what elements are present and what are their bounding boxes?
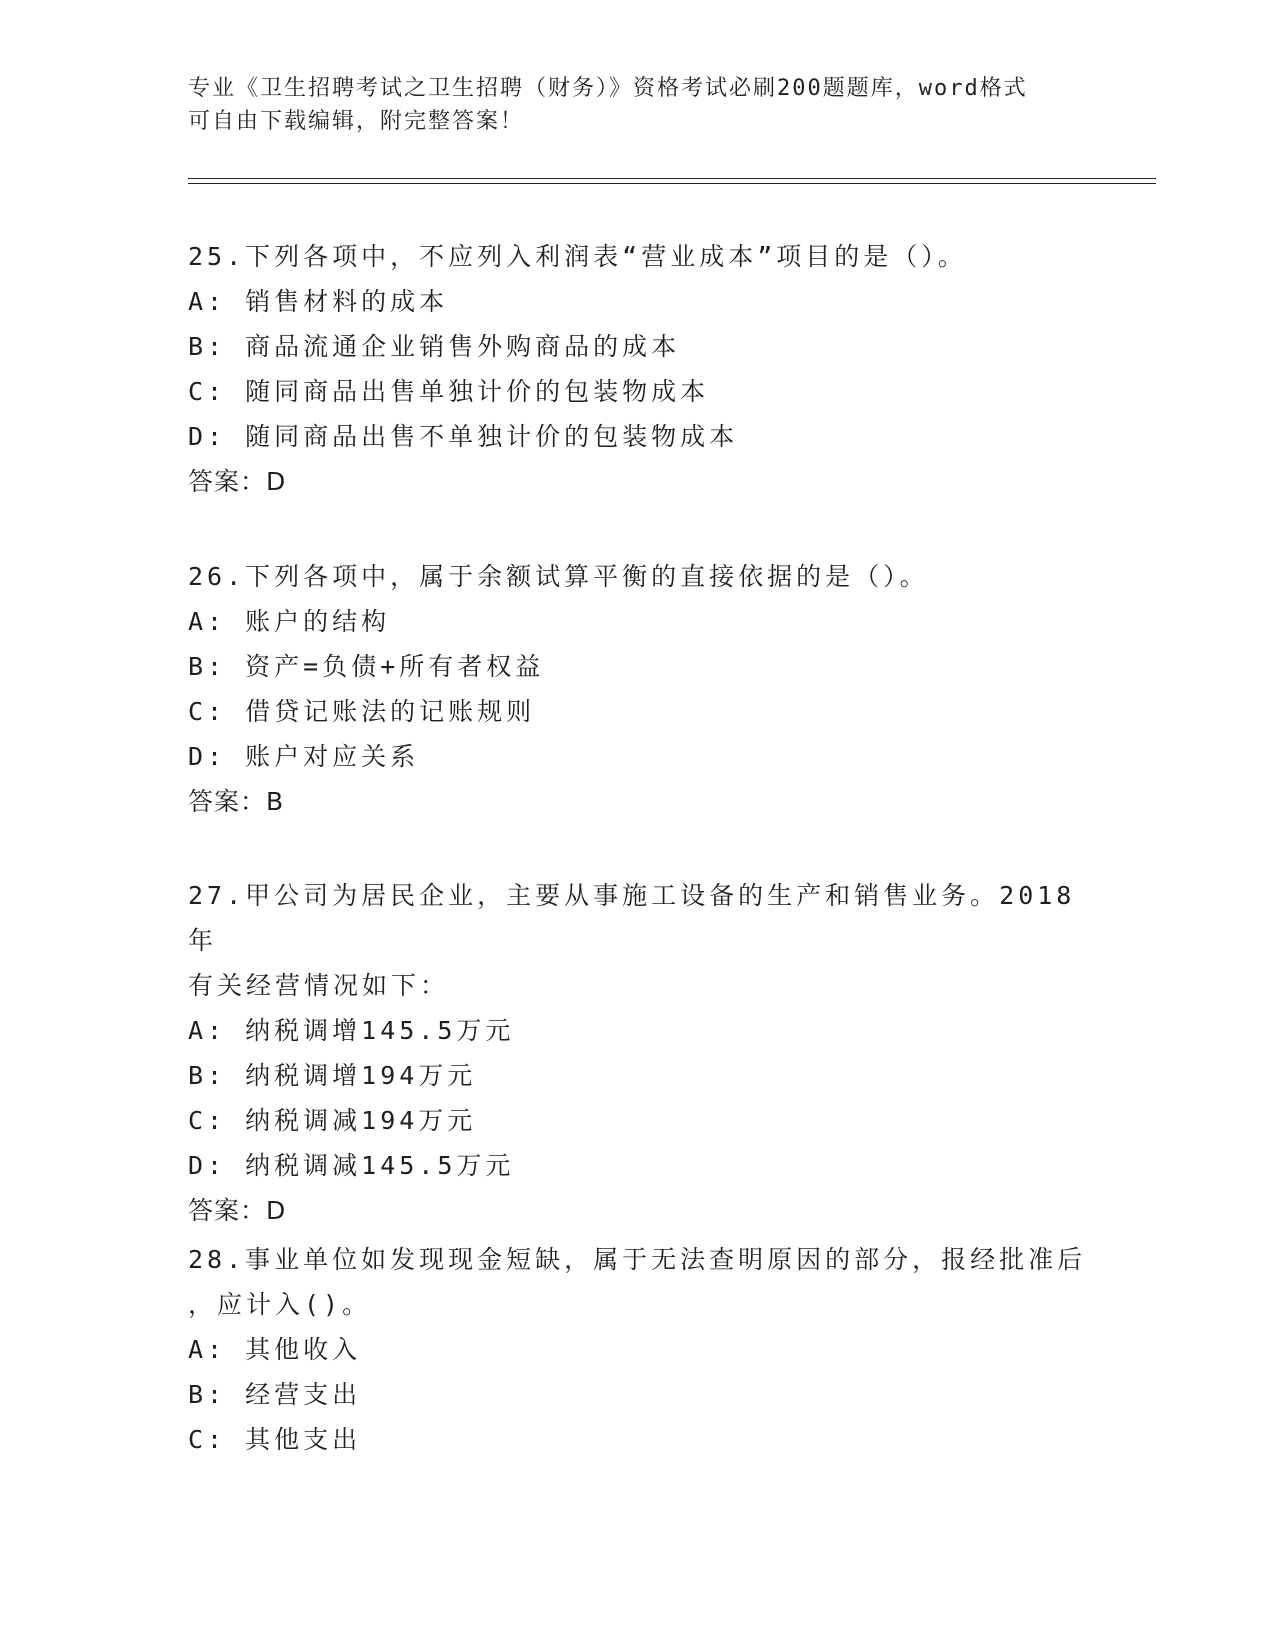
- option-c: C: 借贷记账法的记账规则: [188, 697, 536, 726]
- header-line-1: 专业《卫生招聘考试之卫生招聘（财务）》资格考试必刷200题题库，word格式: [188, 76, 1028, 101]
- question-stem-line-2: ，应计入()。: [188, 1290, 372, 1319]
- question-stem-line-1: 28.事业单位如发现现金短缺，属于无法查明原因的部分，报经批准后: [188, 1245, 1087, 1274]
- option-b: B: 商品流通企业销售外购商品的成本: [188, 332, 681, 361]
- answer: 答案：D: [188, 467, 287, 496]
- document-header: [188, 72, 1088, 138]
- question-26: [188, 554, 1088, 824]
- option-c: C: 纳税调减194万元: [188, 1106, 477, 1135]
- option-d: D: 纳税调减145.5万元: [188, 1151, 515, 1180]
- option-d: D: 随同商品出售不单独计价的包装物成本: [188, 422, 739, 451]
- question-stem: 25.下列各项中，不应列入利润表“营业成本”项目的是（）。: [188, 242, 967, 271]
- option-b: B: 纳税调增194万元: [188, 1061, 477, 1090]
- question-25: [188, 234, 1088, 504]
- question-27: [188, 873, 1088, 1233]
- option-c: C: 随同商品出售单独计价的包装物成本: [188, 377, 710, 406]
- option-c: C: 其他支出: [188, 1425, 362, 1454]
- answer: 答案：B: [188, 787, 285, 816]
- question-stem: 26.下列各项中，属于余额试算平衡的直接依据的是（）。: [188, 562, 929, 591]
- question-stem-line-2: 有关经营情况如下：: [188, 971, 450, 1000]
- option-d: D: 账户对应关系: [188, 742, 420, 771]
- option-b: B: 经营支出: [188, 1380, 362, 1409]
- option-a: A: 纳税调增145.5万元: [188, 1016, 515, 1045]
- option-a: A: 其他收入: [188, 1335, 362, 1364]
- question-28: [188, 1237, 1088, 1462]
- option-b: B: 资产=负债+所有者权益: [188, 652, 545, 681]
- header-rule-top: [188, 178, 1156, 179]
- header-line-2: 可自由下载编辑，附完整答案！: [188, 109, 525, 134]
- option-a: A: 账户的结构: [188, 607, 391, 636]
- option-a: A: 销售材料的成本: [188, 287, 449, 316]
- header-rule-bottom: [188, 183, 1156, 184]
- answer: 答案：D: [188, 1196, 287, 1225]
- question-stem-line-1: 27.甲公司为居民企业，主要从事施工设备的生产和销售业务。2018年: [188, 881, 1076, 955]
